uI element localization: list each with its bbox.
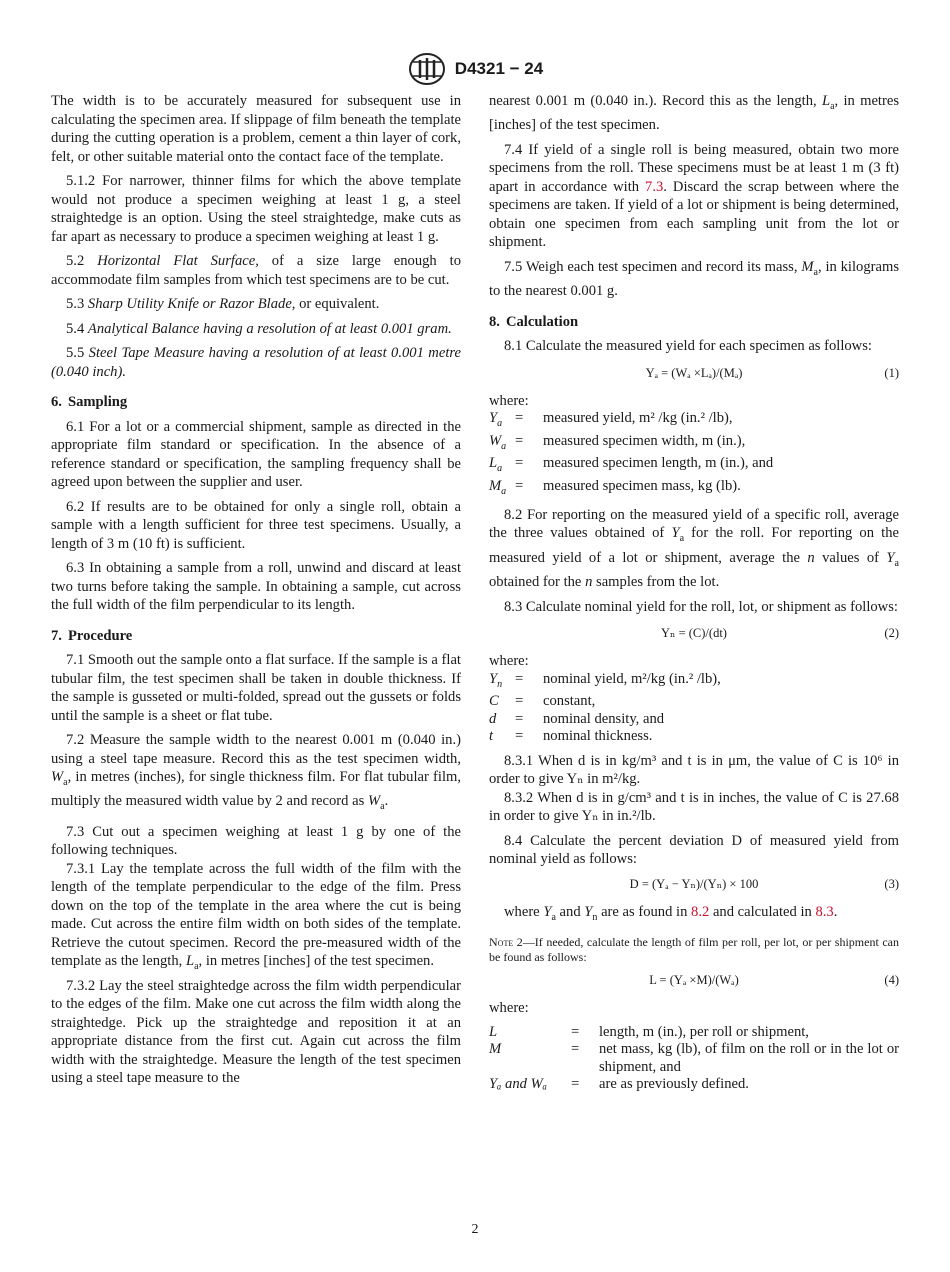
paragraph-7-2: 7.2 Measure the sample width to the nearest 0.001 m (0.040 in.) using a steel tape measure. Record this as the test specimen width, $W_a$, in metres (inches), for single thickness film. For flat tubular film, multiply the measured width value by 2 and record as $W_a$. [51,732,461,813]
paragraph-8-3-2: 8.3.2 When d is in g/cm³ and t is in inches, the value of C is 27.68 in order to give Yₙ in in.²/lb. [489,789,899,825]
paragraph-6-3: 6.3 In obtaining a sample from a roll, unwind and discard at least two turns before taking the sample. In obtaining a sample, cut across the full width of the film perpendicular to its length. [51,560,461,613]
definition-equals: = [571,1023,580,1040]
equation-3-formula: D = (Yₐ − Yₙ)/(Yₙ) × 100 [629,876,759,891]
definition-symbol: Yₐ and Wₐ [489,1076,547,1093]
definition-equals: = [515,693,524,710]
def2-row [489,693,721,711]
note-2: Note 2—If needed, calculate the length of film per roll, per lot, or per shipment can be found as follows: [489,935,900,965]
def1-row [489,455,773,477]
paragraph-7-3-2-cont: nearest 0.001 m (0.040 in.). Record this as the length, $L_a$, in metres [inches] of the test specimen. [489,93,900,134]
where-label-2: where: [489,653,529,670]
definition-text: net mass, kg (lb), of film on the roll or in the lot or shipment, and [599,1041,899,1075]
definition-text: measured yield, m² /kg (in.² /lb), [543,410,733,427]
definition-equals: = [571,1076,580,1093]
paragraph-5-1-2: 5.1.2 For narrower, thinner films for which the above template would not produce a specimen weighing at least 1 g, a steel straightedge is an option. Using the steel straightedge, make cuts as far apart as necessary to produce a specimen weighing at least 1 g. [51,173,461,245]
paragraph-7-1: 7.1 Smooth out the sample onto a flat surface. If the sample is a flat tubular film, the test specimen shall be taken in double thickness. If the sample is gusseted or multi-folded, spread out the gussets or folds until the sample is a sheet or flat tube. [51,652,461,724]
page-number: 2 [471,1222,479,1237]
definitions-2 [489,671,721,746]
astm-logo-icon [407,52,447,86]
definitions-3 [489,1024,899,1094]
paragraph-7-5: 7.5 Weigh each test specimen and record its mass, $M_a$, in kilograms to the nearest 0.001 g. [489,258,899,300]
definition-symbol: $W_a$ [489,432,507,452]
definition-symbol: M [489,1041,502,1058]
definition-symbol: C [489,693,499,710]
paragraph-where-ya-yn: where $Y_a$ and $Y_n$ are as found in 8.2 and calculated in 8.3. [504,903,838,923]
definition-text: nominal density, and [543,710,665,727]
definition-text: nominal thickness. [543,728,653,745]
definition-equals: = [515,710,524,727]
definition-equals: = [515,728,524,745]
paragraph-6-1: 6.1 For a lot or a commercial shipment, sample as directed in the appropriate film standard or specification. In the absence of a reference standard or specification, the sampling frequency shall be agreed upon between the supplier and user. [51,418,461,490]
definition-text: measured specimen mass, kg (lb). [543,477,741,494]
equation-4 [489,969,899,993]
definition-equals: = [515,410,524,427]
definition-symbol: t [489,728,494,745]
definition-text: measured specimen length, m (in.), and [543,455,774,472]
def3-row [489,1076,899,1094]
definition-equals: = [515,455,524,472]
paragraph-5-5: 5.5 Steel Tape Measure having a resolution of at least 0.001 metre (0.040 inch). [51,345,461,380]
paragraph-5-3: 5.3 Sharp Utility Knife or Razor Blade, or equivalent. [66,296,380,312]
def2-row [489,671,721,693]
paragraph-7-4: 7.4 If yield of a single roll is being measured, obtain two more specimens from the roll. These specimens must be at least 1 m (3 ft) apart in accordance with 7.3. Discard the scrap between where the specimens are taken. If yield of a lot or shipment is being determined, obtain one specimen from each sampling unit from the lot or shipment. [489,141,899,251]
link-8-3[interactable]: 8.3 [815,903,834,920]
equation-4-number: (4) [884,973,899,988]
definition-symbol: $Y_a$ [489,410,503,430]
paragraph-7-3: 7.3 Cut out a specimen weighing at least 1 g by one of the following techniques. [51,823,461,859]
definition-text: constant, [543,693,596,710]
def3-row [489,1041,899,1076]
def2-row [489,711,721,729]
paragraph-5-4: 5.4 Analytical Balance having a resolution of at least 0.001 gram. [66,320,452,337]
definition-equals: = [515,477,524,494]
definition-symbol: d [489,710,497,727]
left-column [51,92,461,1094]
paragraph-7-3-1: 7.3.1 Lay the template across the full width of the film with the length of the template perpendicular to the edge of the film. Press down on the top of the template in the area where the cut is being made. Cut across the entire film width on both sides of the template. Retrieve the cutout specimen. Record the pre-measured width of the template as the length, $L_a$, in metres [inches] of the test specimen. [51,860,461,973]
paragraph-intro: The width is to be accurately measured for subsequent use in calculating the specimen area. If slippage of film beneath the template during the cutting operation is a problem, cement a thin layer of cork, felt, or other suitable material onto the contact face of the template. [51,93,461,165]
where-label-3: where: [489,1000,529,1017]
paragraph-7-3-2: 7.3.2 Lay the steel straightedge across the film width perpendicular to the edges of the film. Make one cut across the film width along the straightedge. Pick up the straightedge and reposition it at an appropriate distance from the first cut. Again cut across the film width with the straightedge. Measure the length of the test specimen using a steel tape measure to the [51,977,461,1087]
paragraph-5-2: 5.2 Horizontal Flat Surface, of a size large enough to accommodate film samples from which test specimens are to be cut. [51,253,461,288]
link-7-3[interactable]: 7.3 [645,178,664,195]
equation-1-number: (1) [884,365,899,380]
definition-text: nominal yield, m²/kg (in.² /lb), [543,670,721,687]
definition-symbol: $Y_n$ [489,670,503,690]
page-header [0,52,950,86]
equation-1 [489,362,899,386]
section-8-heading: 8. Calculation [489,313,579,330]
definition-equals: = [515,670,524,687]
definition-equals: = [571,1041,580,1058]
def2-row [489,728,721,746]
right-column [489,92,899,1100]
paragraph-8-4: 8.4 Calculate the percent deviation D of measured yield from nominal yield as follows: [489,832,899,868]
section-7-heading: 7. Procedure [51,627,133,644]
def3-row [489,1024,899,1042]
paragraph-8-3-1: 8.3.1 When d is in kg/m³ and t is in μm, the value of C is 10⁶ in order to give Yₙ in m²/kg. [489,752,899,788]
link-8-2[interactable]: 8.2 [691,903,710,920]
definition-symbol: L [489,1023,498,1040]
def1-row [489,433,773,455]
definition-text: measured specimen width, m (in.), [543,432,746,449]
def1-row [489,410,773,432]
paragraph-8-3: 8.3 Calculate nominal yield for the roll, lot, or shipment as follows: [504,598,898,615]
def1-row [489,478,773,500]
paragraph-8-2: 8.2 For reporting on the measured yield of a specific roll, average the three values obtained of $Y_a$ for the roll. For reporting on the measured yield of a lot or shipment, average the n values of $Y_a$ obtained for the n samples from the lot. [489,506,900,591]
paragraph-8-1: 8.1 Calculate the measured yield for each specimen as follows: [504,338,872,355]
paragraph-6-2: 6.2 If results are to be obtained for only a single roll, obtain a sample with a length sufficient for three test specimens. Usually, a length of 3 m (10 ft) is sufficient. [51,498,461,552]
equation-3-number: (3) [884,876,899,891]
definition-symbol: $L_a$ [489,455,503,475]
definition-text: are as previously defined. [599,1076,749,1093]
equation-2-number: (2) [884,626,899,641]
definition-text: length, m (in.), per roll or shipment, [599,1023,809,1040]
equation-1-formula: Yₐ = (Wₐ ×Lₐ)/(Mₐ) [645,365,743,380]
equation-2 [489,622,899,646]
definition-symbol: $M_a$ [489,477,507,497]
equation-4-formula: L = (Yₐ ×M)/(Wₐ) [649,973,739,988]
where-label-1: where: [489,392,529,409]
equation-3 [489,873,899,897]
definition-equals: = [515,432,524,449]
document-designation: D4321 − 24 [454,59,544,78]
definitions-1 [489,410,773,500]
equation-2-formula: Yₙ = (C)/(dt) [661,626,727,641]
section-6-heading: 6. Sampling [51,394,128,410]
